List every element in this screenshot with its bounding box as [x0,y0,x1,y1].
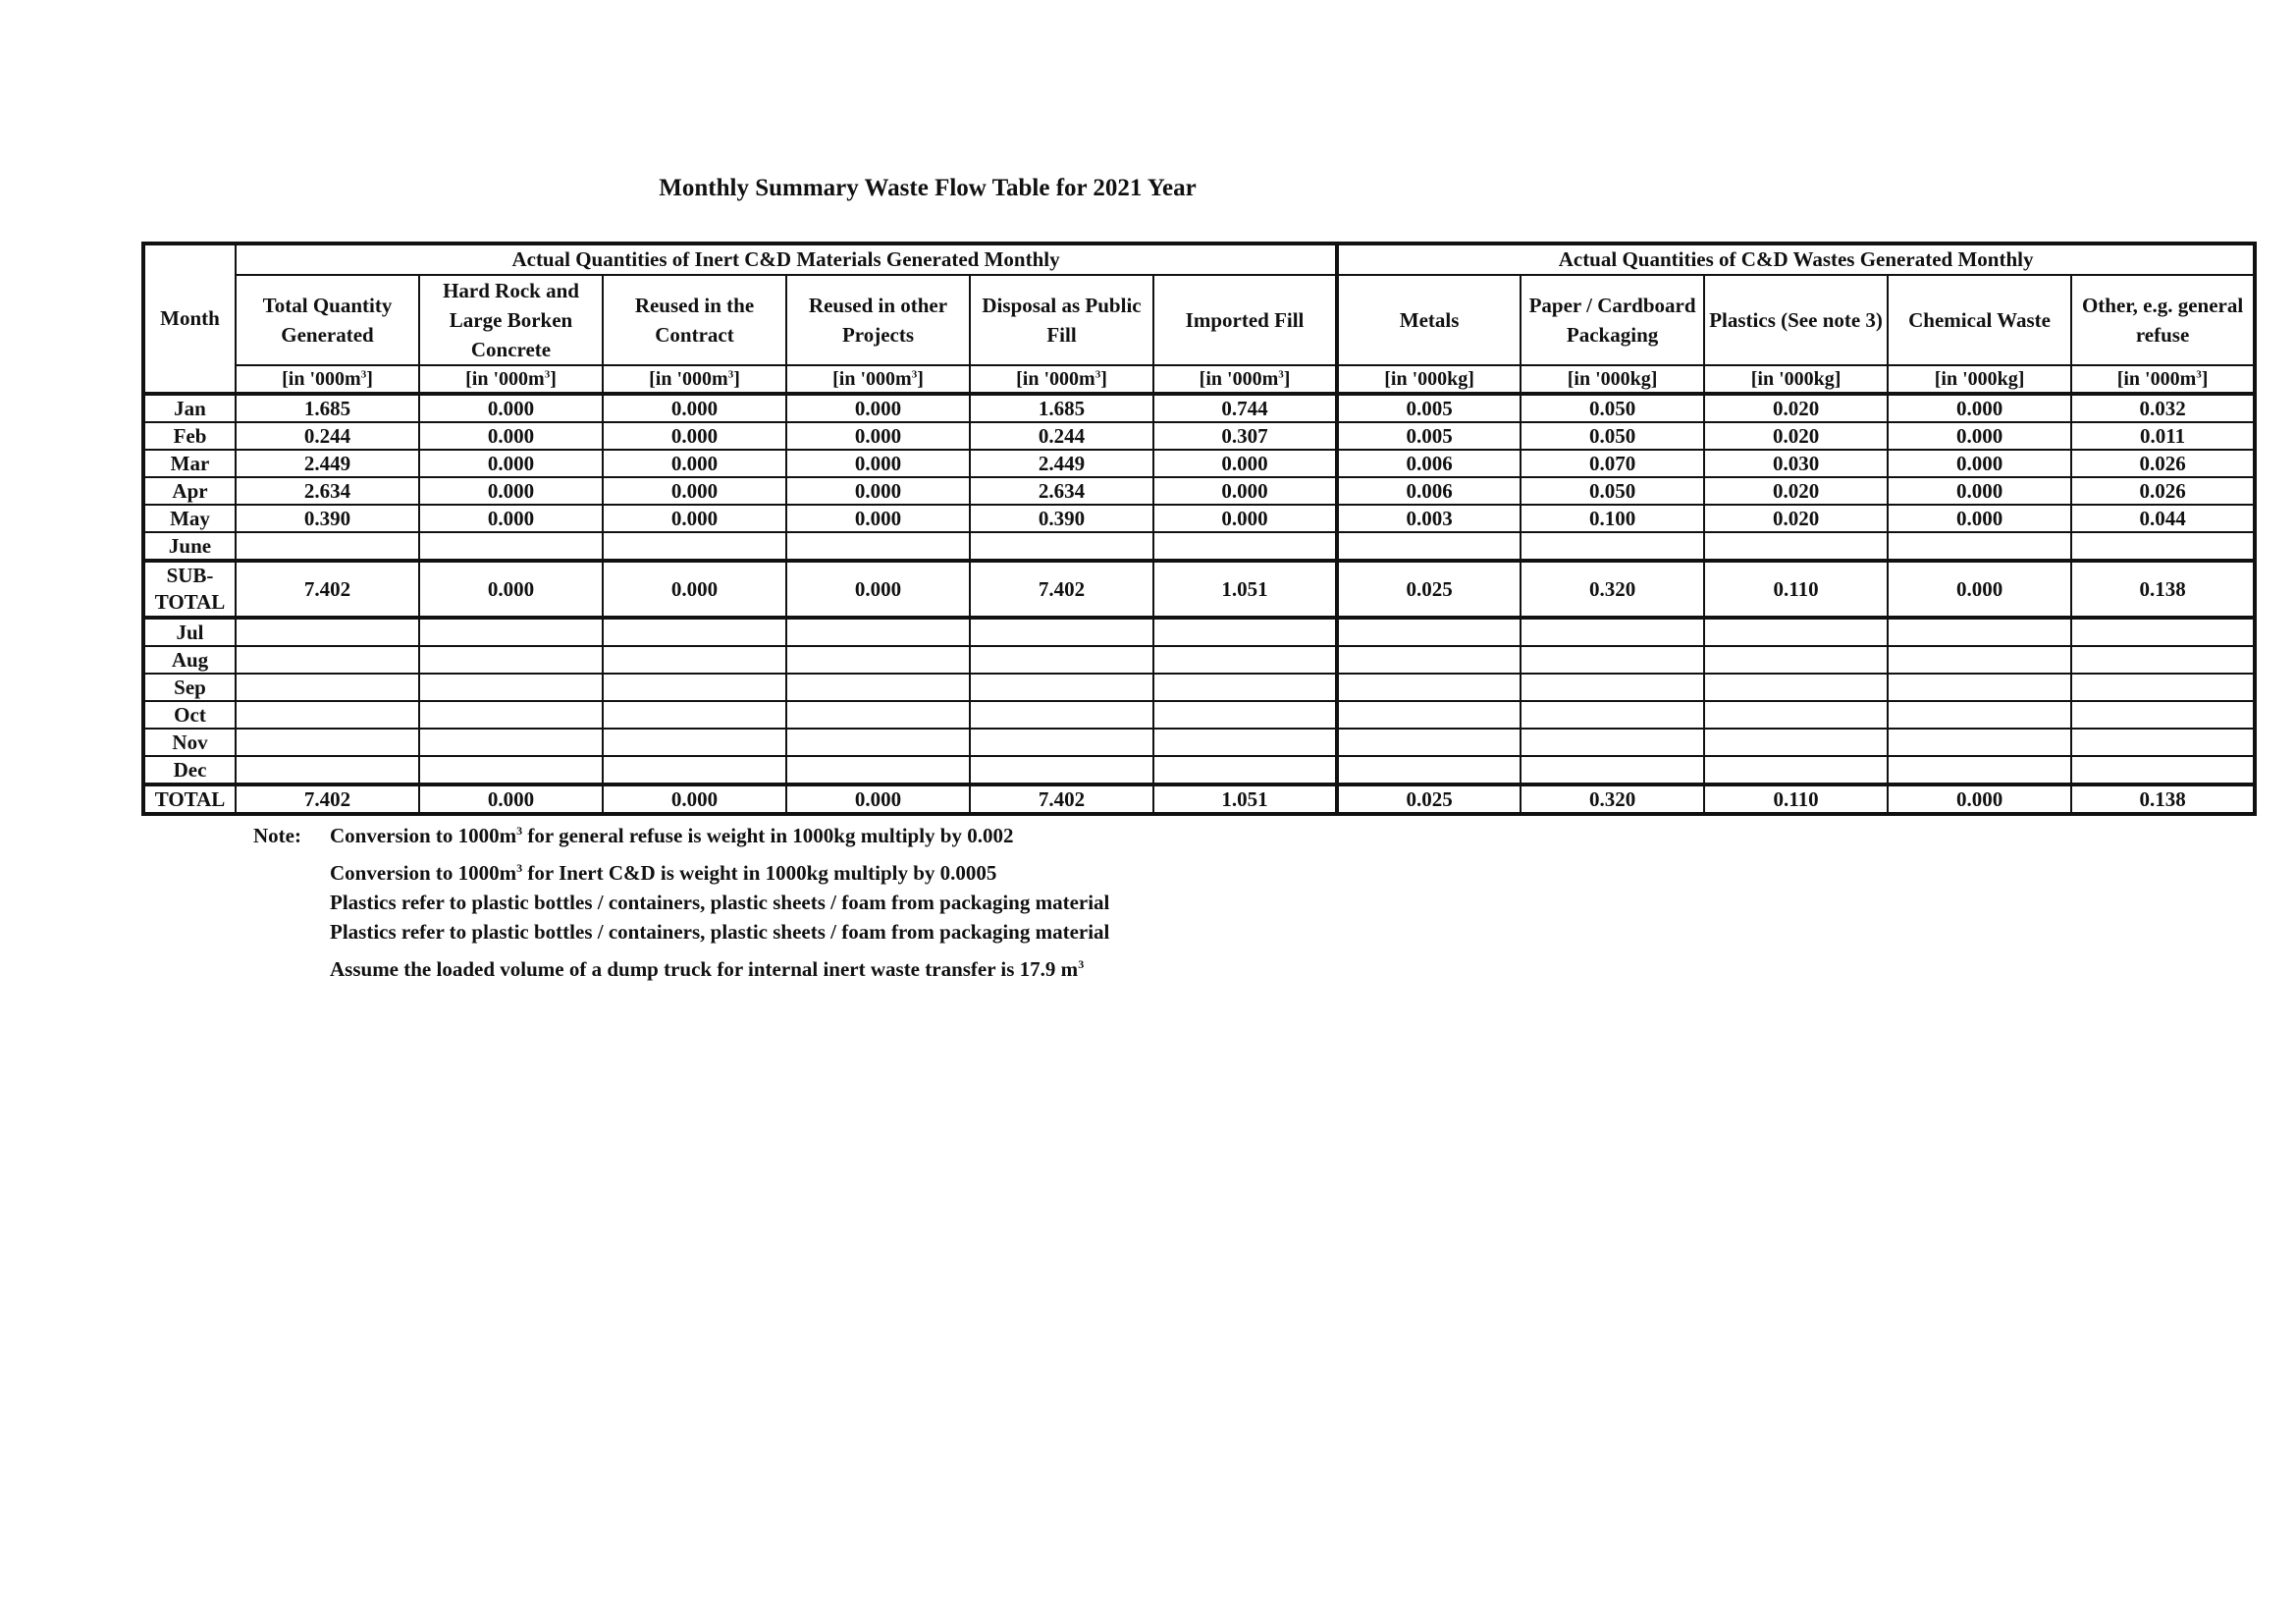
value-cell: 1.685 [970,394,1153,422]
value-cell: 0.244 [236,422,419,450]
value-cell: 0.000 [603,561,786,618]
value-cell [2071,532,2255,561]
note-line-4: Plastics refer to plastic bottles / containers, plastic sheets / foam from packaging material [330,920,1110,944]
value-cell: 0.000 [1888,450,2071,477]
value-cell: 2.449 [970,450,1153,477]
note-line-3: Plastics refer to plastic bottles / containers, plastic sheets / foam from packaging material [330,891,1110,914]
value-cell [603,618,786,646]
value-cell [603,646,786,674]
wastes-group-header: Actual Quantities of C&D Wastes Generated Monthly [1337,244,2255,275]
value-cell [786,756,970,785]
table-row [143,450,2255,477]
value-cell: 0.307 [1153,422,1337,450]
note-line-2: Conversion to $1000m^3$ for Inert C&D is weight in 1000kg multiply by 0.0005 [330,861,997,885]
value-cell [236,532,419,561]
value-cell: 0.110 [1704,785,1888,814]
month-cell: May [143,505,236,532]
value-cell [2071,701,2255,729]
value-cell [1153,618,1337,646]
value-cell: 1.051 [1153,785,1337,814]
month-cell: Jan [143,394,236,422]
value-cell: 0.050 [1521,422,1704,450]
value-cell [1521,674,1704,701]
column-header: Plastics (See note 3) [1704,275,1888,365]
value-cell: 0.390 [970,505,1153,532]
value-cell [786,729,970,756]
value-cell [970,646,1153,674]
value-cell: 0.000 [419,477,603,505]
column-header: Chemical Waste [1888,275,2071,365]
value-cell: 0.005 [1337,422,1521,450]
column-unit: [in '$000m^3$] [419,365,603,394]
column-unit: [in '000kg] [1704,365,1888,394]
value-cell: 0.000 [603,785,786,814]
value-cell: 0.244 [970,422,1153,450]
value-cell: 1.685 [236,394,419,422]
value-cell: 0.390 [236,505,419,532]
month-cell: Mar [143,450,236,477]
value-cell: 0.000 [603,450,786,477]
value-cell: 0.044 [2071,505,2255,532]
value-cell [2071,729,2255,756]
value-cell [1888,618,2071,646]
value-cell: 0.000 [1888,477,2071,505]
value-cell [1888,729,2071,756]
value-cell: 0.000 [419,505,603,532]
column-unit: [in '000kg] [1521,365,1704,394]
value-cell [1888,756,2071,785]
value-cell [603,674,786,701]
value-cell [2071,674,2255,701]
value-cell [1153,756,1337,785]
value-cell: 0.020 [1704,477,1888,505]
value-cell: 0.020 [1704,422,1888,450]
value-cell: 0.025 [1337,785,1521,814]
value-cell [419,674,603,701]
column-header: Total Quantity Generated [236,275,419,365]
table-row [143,618,2255,646]
value-cell [1337,701,1521,729]
value-cell: 0.000 [603,477,786,505]
value-cell [1521,532,1704,561]
value-cell [786,618,970,646]
value-cell: 0.025 [1337,561,1521,618]
value-cell: 0.050 [1521,394,1704,422]
value-cell: 0.032 [2071,394,2255,422]
month-cell: Dec [143,756,236,785]
value-cell [1337,756,1521,785]
column-unit: [in '$000m^3$] [236,365,419,394]
value-cell: 0.000 [419,785,603,814]
column-header: Disposal as Public Fill [970,275,1153,365]
column-unit: [in '$000m^3$] [970,365,1153,394]
value-cell: 0.070 [1521,450,1704,477]
value-cell [1153,646,1337,674]
value-cell [1888,646,2071,674]
value-cell: 0.030 [1704,450,1888,477]
column-header: Reused in the Contract [603,275,786,365]
table-row [143,785,2255,814]
value-cell: 0.000 [786,450,970,477]
value-cell [1888,532,2071,561]
value-cell [1521,729,1704,756]
value-cell: 0.000 [1153,477,1337,505]
value-cell [236,674,419,701]
value-cell [970,729,1153,756]
waste-flow-table [141,242,2257,816]
value-cell: 0.000 [786,394,970,422]
value-cell: 0.000 [1888,422,2071,450]
value-cell [419,532,603,561]
value-cell: 0.000 [603,394,786,422]
value-cell: 0.138 [2071,561,2255,618]
value-cell: 0.000 [1153,505,1337,532]
month-cell: June [143,532,236,561]
value-cell [1521,618,1704,646]
table-row [143,561,2255,618]
value-cell [1704,532,1888,561]
value-cell: 0.000 [603,505,786,532]
value-cell [1521,646,1704,674]
note-line-1: Conversion to $1000m^3$ for general refuse is weight in 1000kg multiply by 0.002 [330,824,1014,847]
value-cell [419,729,603,756]
value-cell: 0.006 [1337,477,1521,505]
value-cell [2071,618,2255,646]
month-cell: Nov [143,729,236,756]
column-unit: [in '$000m^3$] [2071,365,2255,394]
table-row [143,532,2255,561]
month-cell: Feb [143,422,236,450]
value-cell [970,756,1153,785]
value-cell [419,618,603,646]
value-cell [236,729,419,756]
value-cell: 0.110 [1704,561,1888,618]
value-cell [786,674,970,701]
value-cell [1704,701,1888,729]
value-cell: 0.026 [2071,450,2255,477]
value-cell: 7.402 [970,561,1153,618]
month-cell: SUB-TOTAL [143,561,236,618]
value-cell [603,532,786,561]
value-cell [1521,701,1704,729]
value-cell [786,532,970,561]
value-cell: 0.050 [1521,477,1704,505]
value-cell [970,701,1153,729]
value-cell [603,701,786,729]
column-header: Metals [1337,275,1521,365]
month-cell: Apr [143,477,236,505]
value-cell [419,701,603,729]
value-cell [419,646,603,674]
table-row [143,394,2255,422]
value-cell [1153,701,1337,729]
value-cell [236,756,419,785]
value-cell: 0.000 [1888,505,2071,532]
value-cell [1337,674,1521,701]
value-cell: 0.000 [419,394,603,422]
column-unit: [in '000kg] [1888,365,2071,394]
value-cell [1153,674,1337,701]
table-row [143,756,2255,785]
table-row [143,505,2255,532]
inert-group-header: Actual Quantities of Inert C&D Materials Generated Monthly [236,244,1337,275]
note-label: Note: [253,824,301,847]
value-cell: 0.003 [1337,505,1521,532]
value-cell [970,674,1153,701]
value-cell [603,729,786,756]
value-cell: 2.634 [236,477,419,505]
value-cell: 0.000 [419,422,603,450]
value-cell [786,646,970,674]
value-cell [1337,618,1521,646]
column-unit: [in '$000m^3$] [603,365,786,394]
table-row [143,477,2255,505]
value-cell: 0.000 [786,505,970,532]
month-cell: Aug [143,646,236,674]
value-cell [1521,756,1704,785]
value-cell [1888,701,2071,729]
value-cell: 7.402 [236,561,419,618]
value-cell [236,646,419,674]
column-unit: [in '000kg] [1337,365,1521,394]
value-cell [236,618,419,646]
value-cell [1704,646,1888,674]
value-cell: 1.051 [1153,561,1337,618]
page-title: Monthly Summary Waste Flow Table for 2021 Year [659,175,1197,201]
value-cell: 0.744 [1153,394,1337,422]
value-cell [1337,729,1521,756]
column-header: Hard Rock and Large Borken Concrete [419,275,603,365]
month-cell: Jul [143,618,236,646]
table-row [143,674,2255,701]
table-row [143,701,2255,729]
value-cell: 0.138 [2071,785,2255,814]
value-cell [1704,674,1888,701]
value-cell: 7.402 [236,785,419,814]
value-cell: 0.000 [1153,450,1337,477]
value-cell: 0.320 [1521,785,1704,814]
value-cell [786,701,970,729]
month-cell: TOTAL [143,785,236,814]
value-cell: 0.000 [1888,785,2071,814]
value-cell [1153,729,1337,756]
value-cell: 0.000 [786,477,970,505]
column-header: Imported Fill [1153,275,1337,365]
value-cell [2071,646,2255,674]
table-row [143,422,2255,450]
value-cell: 2.449 [236,450,419,477]
value-cell: 0.020 [1704,505,1888,532]
value-cell: 0.000 [1888,394,2071,422]
value-cell [1704,729,1888,756]
value-cell: 0.000 [419,450,603,477]
value-cell: 0.011 [2071,422,2255,450]
table-row [143,729,2255,756]
value-cell [1337,532,1521,561]
value-cell: 0.000 [1888,561,2071,618]
value-cell [236,701,419,729]
value-cell: 0.000 [786,422,970,450]
column-unit: [in '$000m^3$] [1153,365,1337,394]
value-cell: 0.026 [2071,477,2255,505]
column-unit: [in '$000m^3$] [786,365,970,394]
note-line-5: Assume the loaded volume of a dump truck for internal inert waste transfer is 17.9 $m^3$ [330,957,1085,981]
value-cell: 7.402 [970,785,1153,814]
value-cell: 0.005 [1337,394,1521,422]
month-cell: Sep [143,674,236,701]
value-cell: 0.000 [603,422,786,450]
value-cell [1704,756,1888,785]
value-cell [419,756,603,785]
month-cell: Oct [143,701,236,729]
column-header: Paper / Cardboard Packaging [1521,275,1704,365]
value-cell [1153,532,1337,561]
column-header: Other, e.g. general refuse [2071,275,2255,365]
value-cell: 0.020 [1704,394,1888,422]
value-cell [1337,646,1521,674]
column-header: Reused in other Projects [786,275,970,365]
value-cell: 0.000 [786,561,970,618]
value-cell: 0.100 [1521,505,1704,532]
value-cell: 0.000 [786,785,970,814]
value-cell [603,756,786,785]
value-cell [970,618,1153,646]
value-cell [1888,674,2071,701]
month-header: Month [143,244,236,394]
value-cell: 2.634 [970,477,1153,505]
value-cell: 0.006 [1337,450,1521,477]
value-cell [970,532,1153,561]
table-row [143,646,2255,674]
value-cell [2071,756,2255,785]
value-cell: 0.320 [1521,561,1704,618]
value-cell [1704,618,1888,646]
value-cell: 0.000 [419,561,603,618]
